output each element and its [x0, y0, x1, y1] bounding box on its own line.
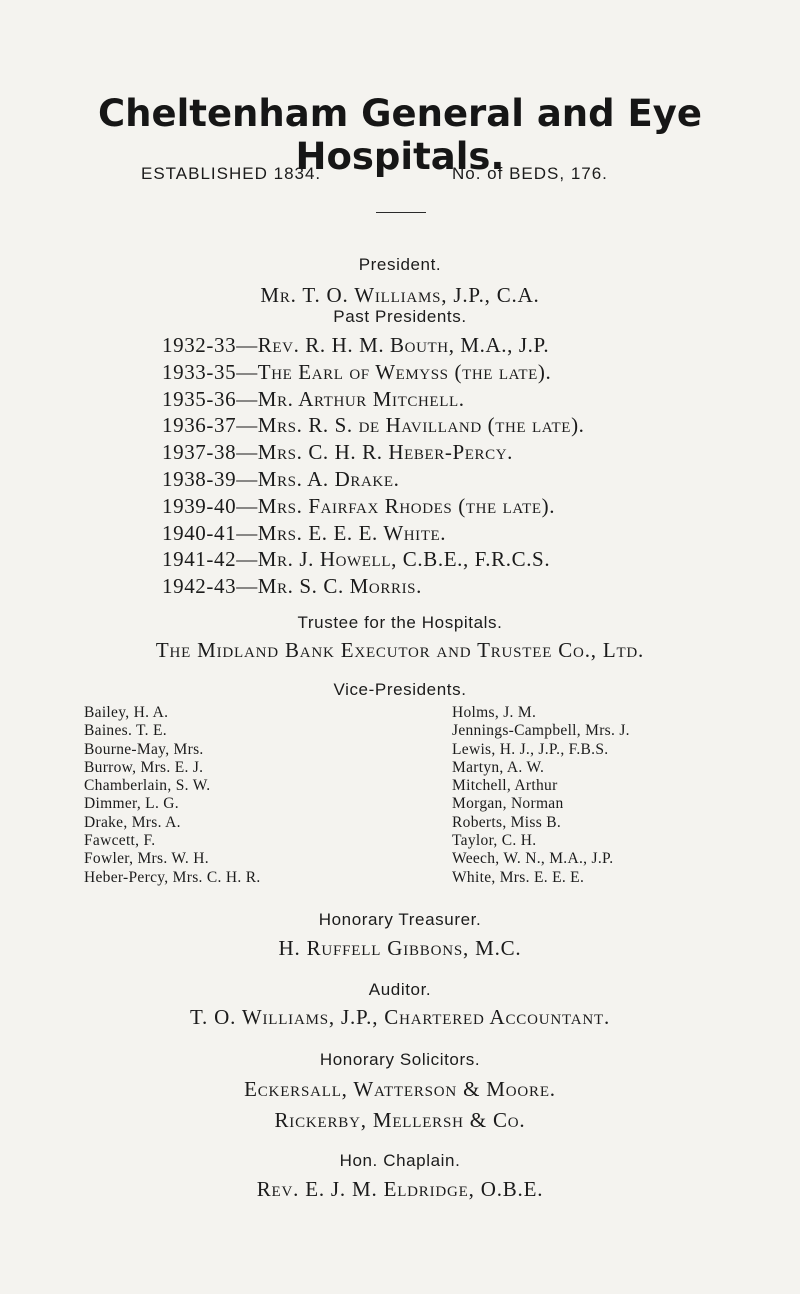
trustee-name: The Midland Bank Executor and Trustee Co., Ltd. [155, 638, 645, 662]
vice-president-item: Fowler, Mrs. W. H. [84, 850, 209, 868]
past-president-item: 1936-37—Mrs. R. S. de Havilland (the late). [162, 413, 585, 438]
vice-president-item: Chamberlain, S. W. [84, 777, 211, 795]
past-presidents-heading: Past Presidents. [333, 307, 467, 326]
solicitors-heading: Honorary Solicitors. [319, 1050, 481, 1069]
president-name: Mr. T. O. Williams, J.P., C.A. [260, 283, 540, 307]
vice-president-item: White, Mrs. E. E. E. [452, 868, 585, 886]
solicitor-firm: Rickerby, Mellersh & Co. [274, 1108, 526, 1132]
vice-presidents-right-column [452, 704, 630, 887]
vice-president-item: Lewis, H. J., J.P., F.B.S. [452, 740, 609, 758]
vice-president-item: Bourne-May, Mrs. [84, 740, 204, 758]
auditor-heading: Auditor. [368, 980, 432, 999]
vice-president-item: Roberts, Miss B. [452, 813, 562, 831]
past-president-item: 1935-36—Mr. Arthur Mitchell. [162, 386, 465, 411]
president-heading: President. [358, 255, 442, 274]
vice-president-item: Martyn, A. W. [452, 758, 545, 776]
treasurer-name: H. Ruffell Gibbons, M.C. [278, 936, 522, 960]
vice-president-item: Morgan, Norman [452, 795, 564, 813]
treasurer-heading: Honorary Treasurer. [318, 910, 482, 929]
past-presidents-list [162, 332, 585, 600]
auditor-name-text: T. O. Williams, J.P., Chartered Accountant. [189, 1005, 611, 1029]
established-year: ESTABLISHED 1834. [141, 164, 322, 183]
past-president-item: 1942-43—Mr. S. C. Morris. [162, 574, 422, 599]
past-president-item: 1938-39—Mrs. A. Drake. [162, 466, 400, 491]
vice-president-item: Mitchell, Arthur [452, 777, 558, 795]
vice-president-item: Heber-Percy, Mrs. C. H. R. [84, 868, 261, 886]
bed-count: No. of BEDS, 176. [452, 164, 608, 183]
vice-president-item: Burrow, Mrs. E. J. [84, 758, 204, 776]
past-president-item: 1939-40—Mrs. Fairfax Rhodes (the late). [162, 493, 556, 518]
chaplain-name: Rev. E. J. M. Eldridge, O.B.E. [256, 1177, 544, 1201]
past-president-item: 1941-42—Mr. J. Howell, C.B.E., F.R.C.S. [162, 547, 551, 572]
vice-president-item: Drake, Mrs. A. [84, 813, 181, 831]
past-president-item: 1940-41—Mrs. E. E. E. White. [162, 520, 447, 545]
page-title: Cheltenham General and Eye Hospitals. [98, 92, 702, 178]
vice-president-item: Holms, J. M. [452, 704, 537, 721]
past-president-item: 1937-38—Mrs. C. H. R. Heber-Percy. [162, 440, 514, 465]
vice-president-item: Taylor, C. H. [452, 832, 537, 850]
past-president-item: 1932-33—Rev. R. H. M. Bouth, M.A., J.P. [162, 333, 550, 357]
divider-rule [376, 212, 426, 213]
past-president-item: 1933-35—The Earl of Wemyss (the late). [162, 359, 552, 384]
vice-president-item: Jennings-Campbell, Mrs. J. [452, 722, 630, 740]
vice-president-item: Dimmer, L. G. [84, 795, 179, 813]
vice-presidents-left-column [84, 704, 261, 887]
vice-president-item: Bailey, H. A. [84, 704, 169, 721]
vice-president-item: Fawcett, F. [84, 832, 156, 850]
trustee-heading: Trustee for the Hospitals. [297, 613, 503, 632]
auditor-name [0, 1005, 800, 1030]
chaplain-heading: Hon. Chaplain. [339, 1151, 461, 1170]
solicitor-firm: Eckersall, Watterson & Moore. [244, 1077, 556, 1101]
vice-presidents-heading: Vice-Presidents. [333, 680, 467, 699]
vice-president-item: Weech, W. N., M.A., J.P. [452, 850, 614, 868]
vice-president-item: Baines. T. E. [84, 722, 167, 740]
